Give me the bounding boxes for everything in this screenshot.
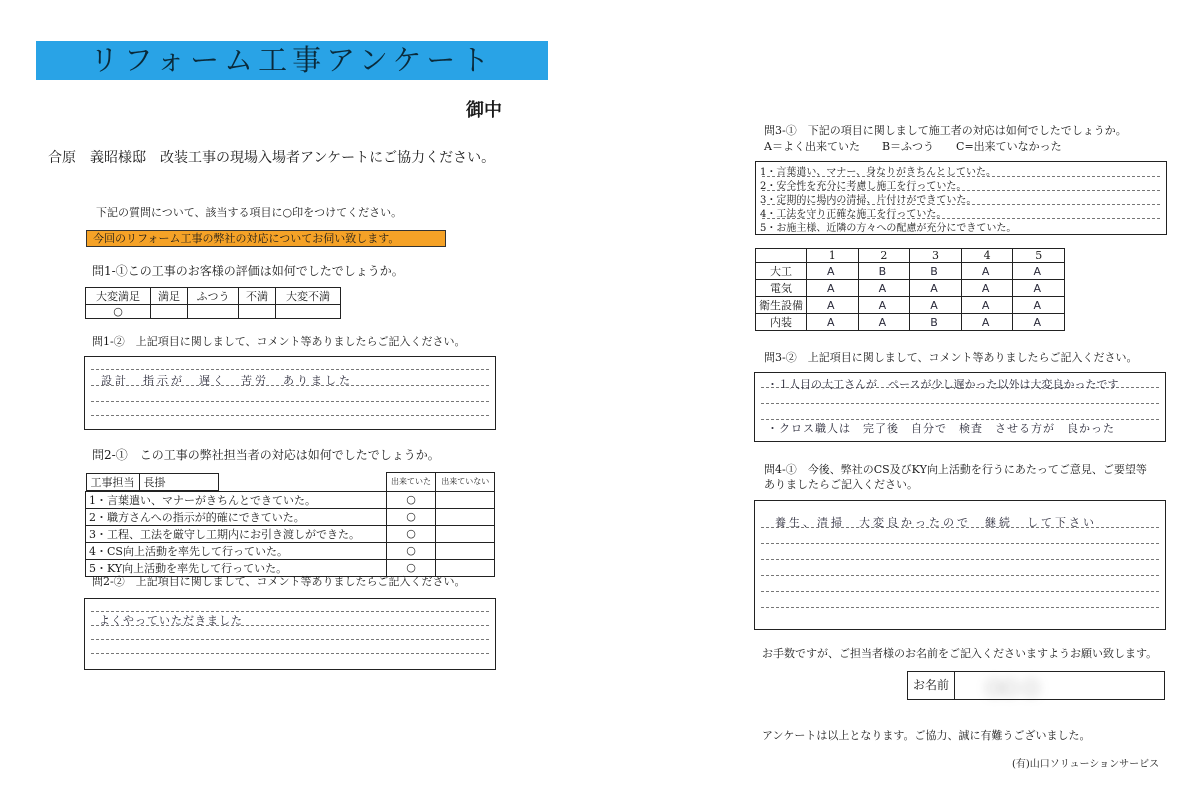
staff-item-done: ○ <box>386 542 436 559</box>
grade-cell: A <box>961 263 1013 280</box>
q1-2-comment-text: 設計 指示が 遅く 苦労 ありました <box>101 374 353 387</box>
grade-cell: A <box>1013 263 1065 280</box>
name-value: 〇〇 〇 <box>986 679 1040 698</box>
criteria-item: 1・言葉遣い、マナー、身なりがきちんとしていた。 <box>760 167 996 178</box>
company-name: (有)山口ソリューションサービス <box>1012 759 1160 770</box>
staff-item-done: ○ <box>386 491 436 508</box>
staff-item-label: 3・工程、工法を厳守し工期内にお引き渡しができた。 <box>86 525 387 542</box>
satisfaction-mark: ○ <box>86 305 151 319</box>
satisfaction-mark <box>275 305 340 319</box>
q4-1-comment-text: 養生、清掃 大変良かったので 継続 して下さい <box>775 516 1097 529</box>
name-request-text: お手数ですが、ご担当者様のお名前をご記入くださいますようお願い致します。 <box>762 647 1158 660</box>
staff-item-not-done <box>436 491 495 508</box>
grade-cell: A <box>1013 314 1065 331</box>
q3-1-question: 問3-① 下記の項目に関しまして施工者の対応は如何でしたでしょうか。 <box>764 124 1127 137</box>
criteria-item: 2・安全性を充分に考慮し施工を行っていた。 <box>760 181 967 192</box>
grade-cell: A <box>961 280 1013 297</box>
trade-label: 大工 <box>756 263 807 280</box>
satisfaction-header: ふつう <box>187 288 238 305</box>
grade-col-header: 2 <box>858 249 910 263</box>
criteria-box <box>755 161 1167 235</box>
col-done-header: 出来ていた <box>386 473 436 492</box>
q1-1-question: 問1-①この工事のお客様の評価は如何でしたでしょうか。 <box>92 264 404 278</box>
grade-cell: A <box>858 280 910 297</box>
grade-cell: B <box>910 263 962 280</box>
grade-cell: A <box>858 314 910 331</box>
q4-1-question-line2: ありましたらご記入ください。 <box>764 478 918 491</box>
staff-item-done: ○ <box>386 525 436 542</box>
satisfaction-mark <box>151 305 188 319</box>
grade-cell: A <box>807 297 859 314</box>
grade-cell: A <box>1013 280 1065 297</box>
satisfaction-header: 大変満足 <box>86 288 151 305</box>
col-not-done-header: 出来ていない <box>436 473 495 492</box>
survey-title: リフォーム工事アンケート <box>89 43 495 77</box>
staff-item-not-done <box>436 542 495 559</box>
grade-cell: A <box>1013 297 1065 314</box>
highlight-text: 今回のリフォーム工事の弊社の対応についてお伺い致します。 <box>93 232 400 245</box>
staff-item-done: ○ <box>386 559 436 576</box>
trade-label: 電気 <box>756 280 807 297</box>
staff-table <box>85 472 495 577</box>
trade-label: 衛生設備 <box>756 297 807 314</box>
grade-cell: B <box>858 263 910 280</box>
staff-item-label: 1・言葉遣い、マナーがきちんとできていた。 <box>86 491 387 508</box>
q4-1-question-line1: 問4-① 今後、弊社のCS及びKY向上活動を行うにあたってご意見、ご要望等 <box>764 463 1147 476</box>
q1-2-comment-box <box>84 356 496 430</box>
intro-text: 合原 義昭様邸 改装工事の現場入場者アンケートにご協力ください。 <box>48 150 496 166</box>
staff-label: 工事担当 <box>86 473 140 491</box>
q1-2-question: 問1-② 上記項目に関しまして、コメント等ありましたらご記入ください。 <box>92 335 466 348</box>
staff-item-label: 2・職方さんへの指示が的確にできていた。 <box>86 508 387 525</box>
highlight-banner <box>86 230 446 247</box>
staff-item-not-done <box>436 508 495 525</box>
satisfaction-mark <box>187 305 238 319</box>
q3-2-question: 問3-② 上記項目に関しまして、コメント等ありましたらご記入ください。 <box>764 351 1138 364</box>
satisfaction-table <box>85 287 341 319</box>
criteria-item: 3・定期的に場内の清掃、片付けができていた。 <box>760 195 977 206</box>
grade-cell: A <box>807 263 859 280</box>
satisfaction-header: 不満 <box>238 288 275 305</box>
grade-cell: A <box>807 280 859 297</box>
staff-item-label: 5・KY向上活動を率先して行っていた。 <box>86 559 387 576</box>
satisfaction-header: 大変不満 <box>275 288 340 305</box>
staff-item-label: 4・CS向上活動を率先して行っていた。 <box>86 542 387 559</box>
grade-col-header: 4 <box>961 249 1013 263</box>
name-box <box>907 671 1165 700</box>
q2-2-question: 問2-② 上記項目に関しまして、コメント等ありましたらご記入ください。 <box>92 575 466 588</box>
closing-text: アンケートは以上となります。ご協力、誠に有難うございました。 <box>762 729 1091 742</box>
satisfaction-header: 満足 <box>151 288 188 305</box>
staff-item-not-done <box>436 525 495 542</box>
q3-2-comment-line2: ・クロス職人は 完了後 自分で 検査 させる方が 良かった <box>767 422 1115 435</box>
right-page <box>600 0 1200 800</box>
grade-cell: A <box>807 314 859 331</box>
staff-item-done: ○ <box>386 508 436 525</box>
trade-label: 内装 <box>756 314 807 331</box>
grade-col-header: 3 <box>910 249 962 263</box>
grade-cell: A <box>910 297 962 314</box>
name-label: お名前 <box>908 672 955 699</box>
trade-grade-table <box>755 248 1065 331</box>
satisfaction-mark <box>238 305 275 319</box>
q2-2-comment-text: よくやっていただきました <box>99 614 243 627</box>
q2-1-question: 問2-① この工事の弊社担当者の対応は如何でしたでしょうか。 <box>92 448 440 462</box>
grade-col-header: 5 <box>1013 249 1065 263</box>
grade-cell: A <box>961 314 1013 331</box>
staff-name: 長掛 <box>140 473 219 491</box>
criteria-item: 5・お施主様、近隣の方々への配慮が充分にできていた。 <box>760 223 1017 234</box>
criteria-item: 4・工法を守り正確な施工を行っていた。 <box>760 209 947 220</box>
grade-cell: A <box>858 297 910 314</box>
grade-cell: A <box>910 280 962 297</box>
grade-cell: B <box>910 314 962 331</box>
q3-2-comment-box <box>754 372 1166 442</box>
q4-1-comment-box <box>754 500 1166 630</box>
q3-2-comment-line1: ・１人目の大工さんが ペースが少し遅かった以外は大変良かったです <box>767 378 1119 391</box>
grade-legend: A＝よく出来ていた B＝ふつう C=出来ていなかった <box>764 140 1062 153</box>
instruction-text: 下記の質問について、該当する項目に○印をつけてください。 <box>96 206 403 219</box>
survey-title-banner <box>36 41 548 80</box>
grade-cell: A <box>961 297 1013 314</box>
recipient-label: 御中 <box>466 100 502 121</box>
q2-2-comment-box <box>84 598 496 670</box>
grade-col-header: 1 <box>807 249 859 263</box>
